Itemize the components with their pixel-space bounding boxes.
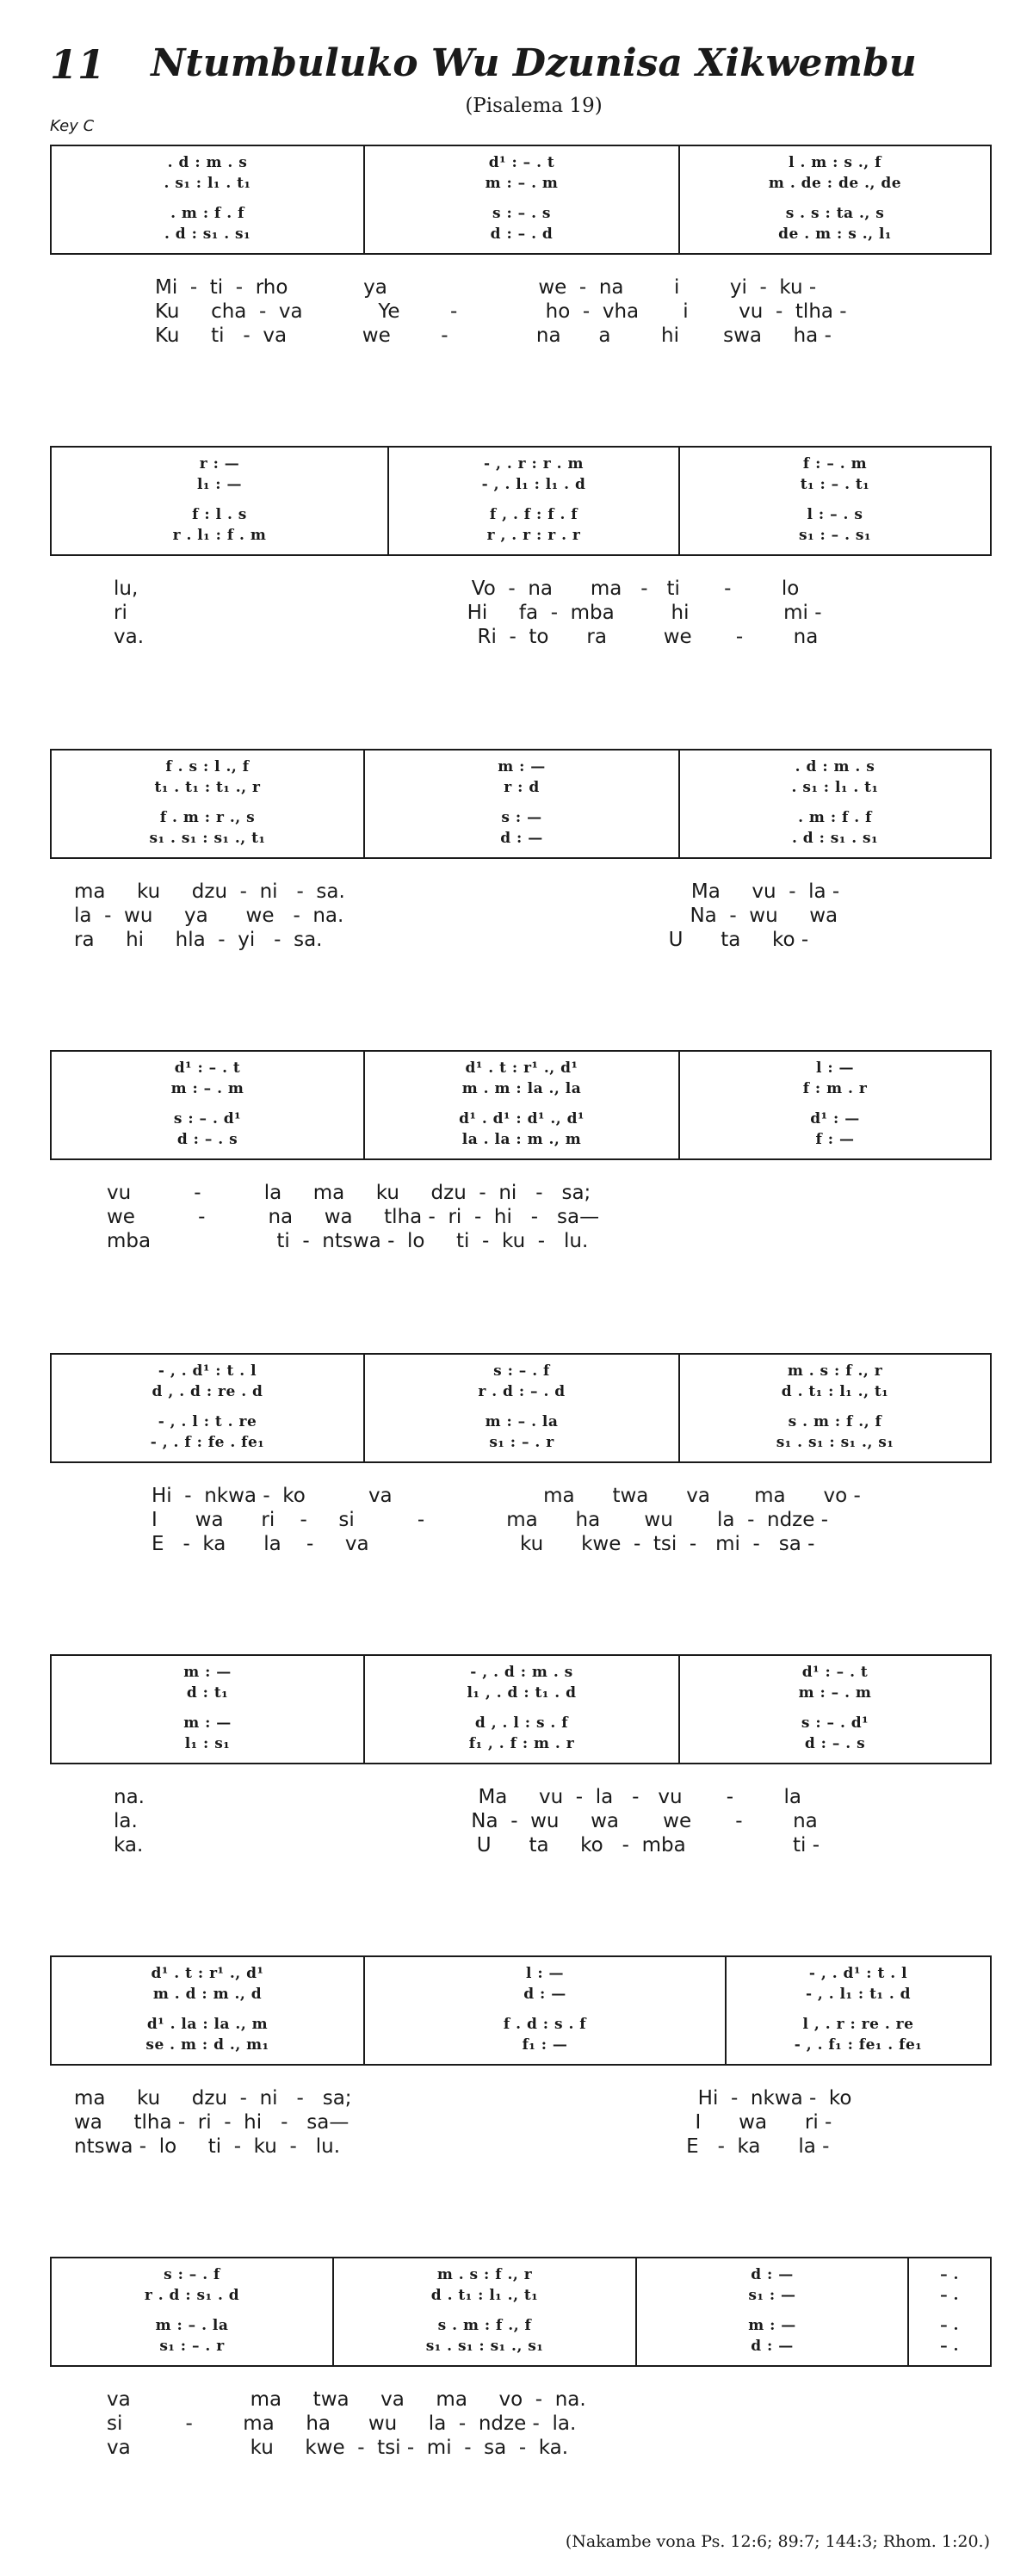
part-alto: r : d xyxy=(504,779,540,796)
part-alto: t₁ : – . t₁ xyxy=(800,476,870,493)
part-alto: s₁ : — xyxy=(748,2287,796,2304)
part-bass: d : — xyxy=(751,2338,794,2355)
lyric-verse-1: Hi - nkwa - ko va ma twa va ma vo - xyxy=(152,1485,861,1507)
lyric-verse-1: Mi - ti - rho ya we - na i yi - ku - xyxy=(155,276,817,299)
part-tenor: l , . r : re . re xyxy=(802,2016,914,2033)
part-tenor: - , . l : t . re xyxy=(158,1413,257,1430)
part-alto: d , . d : re . d xyxy=(152,1383,263,1400)
lyric-verse-2: la - wu ya we - na. Na - wu wa xyxy=(74,905,838,927)
measure-4 xyxy=(907,2258,990,2365)
part-soprano: m . s : f ., r xyxy=(436,2266,533,2283)
part-bass: de . m : s ., l₁ xyxy=(778,225,892,243)
measure-3 xyxy=(725,1957,990,2064)
lyric-verse-2: we - na wa tlha - ri - hi - sa— xyxy=(107,1206,600,1228)
part-tenor: f . m : r ., s xyxy=(159,809,256,826)
lyric-verse-2: I wa ri - si - ma ha wu la - ndze - xyxy=(152,1509,829,1531)
part-alto: m : – . m xyxy=(170,1080,244,1097)
part-soprano: s : – . f xyxy=(164,2266,220,2283)
lyric-verse-3: E - ka la - va ku kwe - tsi - mi - sa - xyxy=(152,1533,815,1555)
part-bass: s₁ . s₁ : s₁ ., t₁ xyxy=(149,830,266,847)
measure-1 xyxy=(52,1656,363,1763)
part-alto: - , . l₁ : l₁ . d xyxy=(481,476,586,493)
part-alto: m : – . m xyxy=(485,175,559,192)
measure-1 xyxy=(52,1052,363,1158)
measure-2 xyxy=(363,1957,725,2064)
part-tenor: . m : f . f xyxy=(798,809,872,826)
part-tenor: f . d : s . f xyxy=(503,2016,587,2033)
part-alto: . s₁ : l₁ . t₁ xyxy=(791,779,879,796)
part-alto: . s₁ : l₁ . t₁ xyxy=(164,175,251,192)
lyric-verse-3: ntswa - lo ti - ku - lu. E - ka la - xyxy=(74,2135,830,2158)
part-bass: s₁ . s₁ : s₁ ., s₁ xyxy=(425,2338,544,2355)
part-soprano: . d : m . s xyxy=(795,758,875,775)
lyric-verse-3: ra hi hla - yi - sa. U ta ko - xyxy=(74,929,809,951)
part-alto: - , . l₁ : t₁ . d xyxy=(805,1986,912,2003)
part-bass: l₁ : s₁ xyxy=(184,1735,231,1752)
part-tenor: d , . l : s . f xyxy=(474,1714,569,1732)
lyric-verse-1: va ma twa va ma vo - na. xyxy=(107,2388,586,2411)
part-soprano: d¹ . t : r¹ ., d¹ xyxy=(465,1059,578,1077)
part-tenor: d¹ . d¹ : d¹ ., d¹ xyxy=(459,1110,585,1127)
lyric-verse-1: vu - la ma ku dzu - ni - sa; xyxy=(107,1182,591,1204)
part-alto: r . d : – . d xyxy=(478,1383,566,1400)
part-soprano: m : — xyxy=(498,758,546,775)
part-bass: s₁ : – . r xyxy=(159,2338,225,2355)
part-soprano: l . m : s ., f xyxy=(789,154,881,171)
part-bass: d : – . s xyxy=(804,1735,866,1752)
part-soprano: f : – . m xyxy=(802,455,868,473)
part-alto: m . m : la ., la xyxy=(461,1080,582,1097)
part-soprano: f . s : l ., f xyxy=(165,758,250,775)
part-soprano: m . s : f ., r xyxy=(787,1362,883,1380)
part-tenor: d¹ : — xyxy=(810,1110,860,1127)
part-soprano: d¹ . t : r¹ ., d¹ xyxy=(151,1965,264,1982)
part-alto: r . d : s₁ . d xyxy=(144,2287,240,2304)
part-alto: t₁ . t₁ : t₁ ., r xyxy=(154,779,261,796)
part-soprano: - , . d¹ : t . l xyxy=(158,1362,257,1380)
part-bass: . d : s₁ . s₁ xyxy=(791,830,879,847)
measure-2 xyxy=(332,2258,635,2365)
part-alto: d . t₁ : l₁ ., t₁ xyxy=(430,2287,539,2304)
part-soprano: - , . r : r . m xyxy=(484,455,584,473)
measure-1 xyxy=(52,1957,363,2064)
part-bass: r . l₁ : f . m xyxy=(172,527,267,544)
part-soprano: l : — xyxy=(525,1965,565,1982)
part-soprano: s : – . f xyxy=(493,1362,550,1380)
part-tenor: – . xyxy=(940,2317,959,2334)
lyric-verse-1: ma ku dzu - ni - sa. Ma vu - la - xyxy=(74,880,840,903)
part-bass: d : – . s xyxy=(176,1131,238,1148)
staff xyxy=(50,749,992,859)
part-tenor: m : — xyxy=(748,2317,796,2334)
part-bass: se . m : d ., m₁ xyxy=(145,2036,269,2054)
part-soprano: . d : m . s xyxy=(167,154,248,171)
measure-3 xyxy=(678,146,990,253)
staff xyxy=(50,1955,992,2066)
lyric-verse-2: ri Hi fa - mba hi mi - xyxy=(114,602,822,624)
part-alto: m : – . m xyxy=(798,1684,872,1702)
part-bass: - , . f : fe . fe₁ xyxy=(150,1434,265,1451)
hymn-number: 11 xyxy=(50,41,106,88)
lyric-verse-3: va ku kwe - tsi - mi - sa - ka. xyxy=(107,2437,569,2459)
part-alto: m . d : m ., d xyxy=(152,1986,263,2003)
staff xyxy=(50,1050,992,1160)
part-tenor: s : — xyxy=(501,809,542,826)
part-soprano: d : — xyxy=(751,2266,794,2283)
measure-2 xyxy=(363,1656,678,1763)
part-tenor: s : – . d¹ xyxy=(173,1110,242,1127)
measure-2 xyxy=(363,146,678,253)
staff xyxy=(50,1654,992,1764)
measure-3 xyxy=(678,751,990,857)
lyric-verse-3: mba ti - ntswa - lo ti - ku - lu. xyxy=(107,1230,589,1252)
scripture-reference: (Nakambe vona Ps. 12:6; 89:7; 144:3; Rhom. 1:20.) xyxy=(565,2532,990,2551)
part-tenor: s . m : f ., f xyxy=(788,1413,882,1430)
measure-1 xyxy=(52,1355,363,1461)
measure-1 xyxy=(52,2258,332,2365)
measure-1 xyxy=(52,146,363,253)
part-bass: r , . r : r . r xyxy=(486,527,581,544)
lyric-verse-1: na. Ma vu - la - vu - la xyxy=(114,1786,801,1808)
staff xyxy=(50,145,992,255)
part-soprano: m : — xyxy=(183,1664,232,1681)
lyric-verse-2: la. Na - wu wa we - na xyxy=(114,1810,818,1832)
part-tenor: f : l . s xyxy=(192,506,247,523)
lyric-verse-3: va. Ri - to ra we - na xyxy=(114,626,819,648)
part-alto: d : — xyxy=(523,1986,566,2003)
lyric-verse-1: lu, Vo - na ma - ti - lo xyxy=(114,578,800,600)
part-tenor: . m : f . f xyxy=(170,205,244,222)
measure-3 xyxy=(678,1656,990,1763)
part-alto: l₁ , . d : t₁ . d xyxy=(467,1684,577,1702)
part-tenor: m : — xyxy=(183,1714,232,1732)
key-label: Key C xyxy=(50,117,95,135)
part-tenor: l : – . s xyxy=(807,506,863,523)
measure-3 xyxy=(635,2258,907,2365)
measure-1 xyxy=(52,448,387,554)
part-bass: s₁ : – . s₁ xyxy=(799,527,871,544)
part-soprano: l : — xyxy=(815,1059,855,1077)
part-soprano: - , . d : m . s xyxy=(470,1664,573,1681)
part-tenor: d¹ . la : la ., m xyxy=(146,2016,269,2033)
part-bass: s₁ : – . r xyxy=(489,1434,554,1451)
measure-3 xyxy=(678,1052,990,1158)
hymn-title: Ntumbuluko Wu Dzunisa Xikwembu xyxy=(151,41,917,85)
part-tenor: s . s : ta ., s xyxy=(785,205,885,222)
staff xyxy=(50,446,992,556)
part-bass: d : — xyxy=(500,830,543,847)
part-alto: l₁ : — xyxy=(196,476,243,493)
part-tenor: s . m : f ., f xyxy=(437,2317,532,2334)
lyric-verse-2: Ku cha - va Ye - ho - vha i vu - tlha - xyxy=(155,300,847,323)
staff xyxy=(50,1353,992,1463)
measure-2 xyxy=(363,1052,678,1158)
part-bass: - , . f₁ : fe₁ . fe₁ xyxy=(794,2036,923,2054)
part-soprano: d¹ : – . t xyxy=(488,154,555,171)
part-bass: f₁ , . f : m . r xyxy=(468,1735,575,1752)
part-bass: s₁ . s₁ : s₁ ., s₁ xyxy=(776,1434,894,1451)
staff xyxy=(50,2257,992,2367)
part-alto: d . t₁ : l₁ ., t₁ xyxy=(781,1383,889,1400)
part-soprano: r : — xyxy=(199,455,240,473)
part-alto: f : m . r xyxy=(802,1080,868,1097)
part-bass: la . la : m ., m xyxy=(461,1131,582,1148)
measure-2 xyxy=(363,751,678,857)
part-soprano: d¹ : – . t xyxy=(174,1059,241,1077)
part-bass: – . xyxy=(940,2338,959,2355)
part-soprano: – . xyxy=(940,2266,959,2283)
lyric-verse-2: si - ma ha wu la - ndze - la. xyxy=(107,2412,577,2435)
lyric-verse-1: ma ku dzu - ni - sa; Hi - nkwa - ko xyxy=(74,2087,852,2110)
lyric-verse-3: Ku ti - va we - na a hi swa ha - xyxy=(155,324,832,347)
part-alto: m . de : de ., de xyxy=(768,175,902,192)
part-alto: – . xyxy=(940,2287,959,2304)
part-tenor: s : – . s xyxy=(492,205,551,222)
part-bass: f₁ : — xyxy=(522,2036,568,2054)
part-bass: . d : s₁ . s₁ xyxy=(164,225,251,243)
part-tenor: m : – . la xyxy=(485,1413,559,1430)
part-tenor: m : – . la xyxy=(155,2317,229,2334)
part-alto: d : t₁ xyxy=(186,1684,229,1702)
part-soprano: - , . d¹ : t . l xyxy=(808,1965,908,1982)
part-soprano: d¹ : – . t xyxy=(801,1664,869,1681)
measure-3 xyxy=(678,448,990,554)
measure-2 xyxy=(363,1355,678,1461)
part-tenor: s : – . d¹ xyxy=(801,1714,869,1732)
part-bass: d : – . d xyxy=(490,225,554,243)
measure-1 xyxy=(52,751,363,857)
part-tenor: f , . f : f . f xyxy=(489,506,578,523)
lyric-verse-3: ka. U ta ko - mba ti - xyxy=(114,1834,820,1856)
measure-2 xyxy=(387,448,678,554)
hymn-subtitle: (Pisalema 19) xyxy=(465,95,603,117)
lyric-verse-2: wa tlha - ri - hi - sa— I wa ri - xyxy=(74,2111,832,2134)
measure-3 xyxy=(678,1355,990,1461)
part-bass: f : — xyxy=(815,1131,855,1148)
